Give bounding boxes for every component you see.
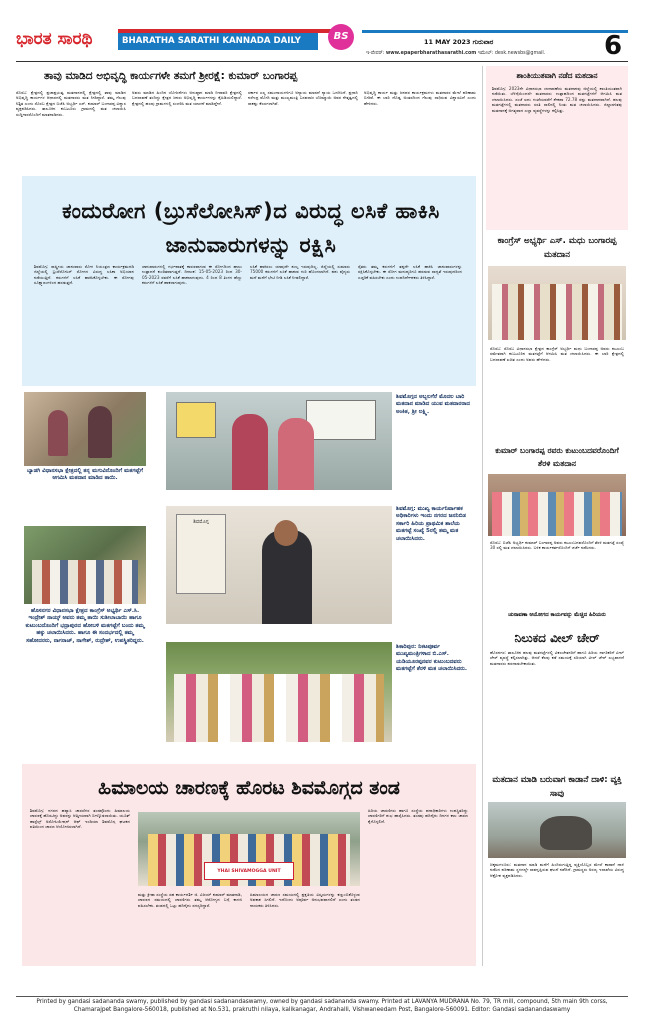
story2-col2: ಜಾನುವಾರುಗಳಲ್ಲಿ ಗರ್ಭಪಾತಕ್ಕೆ ಕಾರಣವಾಗುವ ಈ ರೋಗದಿಂದ ಹಾಲು ಉತ್ಪಾದನೆ ಕುಂಠಿತವಾಗುತ್ತದೆ. ದಿನಾಂಕ: 15-05-2023 ರಿಂದ 30-05-2023 ರವರೆಗೆ ಲಸಿಕೆ ಹಾಕಲಾಗುವುದು. 4 ರಿಂದ 8 ತಿಂಗಳ ಹೆಣ್ಣು ಕರುಗಳಿಗೆ ಲಸಿಕೆ ಹಾಕಲಾಗುವುದು. <box>142 264 242 286</box>
footer-imprint <box>16 998 628 1020</box>
story3-col1: ಶಿವಮೊಗ್ಗ: ನಗರದ ಹವ್ಯಾಸಿ ಚಾರಣಿಗರ ತಂಡವೊಂದು ಹಿಮಾಲಯ ಚಾರಣಕ್ಕೆ ಹೊರಟಿದ್ದು ಅವರನ್ನು ಆತ್ಮೀಯವಾಗಿ ಬೀಳ್ಕೊಡಲಾಯಿತು. ಯೂತ್ ಹಾಸ್ಟೆಲ್ಸ್ ಅಸೋಸಿಯೇಷನ್ ಆಫ್ ಇಂಡಿಯಾ ಶಿವಮೊಗ್ಗ ಘಟಕದ ವತಿಯಿಂದ ಚಾರಣ ಆಯೋಜಿಸಲಾಗಿದೆ. <box>30 808 130 830</box>
s4-kicker: ಚುನಾವಣಾ ಆಯೋಗದ ಕಾರ್ಯವನ್ನು ಮೆಚ್ಚಿದ ಹಿರಿಯರು <box>508 612 606 618</box>
s1-text: ಶಿವಮೊಗ್ಗ: 2023ನೇ ವಿಧಾನಸಭಾ ಚುನಾವಣೆಯ ಮತದಾನವು ಜಿಲ್ಲೆಯಲ್ಲಿ ಶಾಂತಿಯುತವಾಗಿ ನಡೆಯಿತು. ಬೆಳಿಗ್ಗೆಯಿಂದಲೇ ಮತದಾರರು ಉತ್ಸಾಹದಿಂದ ಮತಗಟ್ಟೆಗಳಿಗೆ ಆಗಮಿಸಿ ಮತ ಚಲಾಯಿಸಿದರು. ಸಂಜೆ ಐದು ಗಂಟೆಯವರೆಗೆ ಶೇಕಡಾ 72.78 ರಷ್ಟು ಮತದಾನವಾಗಿದೆ. ಹಲವು ಮತಗಟ್ಟೆಗಳಲ್ಲಿ ಮತದಾರರು ಸರತಿ ಸಾಲಿನಲ್ಲಿ ನಿಂತು ಮತ ಚಲಾಯಿಸಿದರು. ಜಿಲ್ಲಾಡಳಿತವು ಮತದಾನಕ್ಕೆ ಅಗತ್ಯವಾದ ಎಲ್ಲಾ ವ್ಯವಸ್ಥೆಗಳನ್ನು ಕಲ್ಪಿಸಿತ್ತು. <box>492 86 622 113</box>
masthead-date: 11 MAY 2023 ಗುರುವಾರ <box>424 38 494 46</box>
story3-col4: ಹಿರಿಯ ಚಾರಣಿಗರು ಹಾಗೂ ಸಂಸ್ಥೆಯ ಪದಾಧಿಕಾರಿಗಳು ಉಪಸ್ಥಿತರಿದ್ದು ಚಾರಣಿಗರಿಗೆ ಶುಭ ಹಾರೈಸಿದರು. ತಂಡವು ಹದಿನೈದು ದಿನಗಳ ಕಾಲ ಚಾರಣ ಕೈಗೊಳ್ಳಲಿದೆ. <box>368 808 468 824</box>
group-figures <box>32 560 138 604</box>
photo-yediyurappa-family <box>166 642 392 742</box>
bs-logo-text: BS <box>333 31 349 42</box>
s4-title: ನಿಲುಕದ ವೀಲ್ ಚೇರ್ <box>514 631 600 645</box>
team-banner-text: YHAI SHIVAMOGGA UNIT <box>217 869 281 874</box>
sidebar-kumar-family <box>486 444 628 606</box>
photo-madhu-bangarappa <box>488 266 626 340</box>
wall-poster <box>176 402 216 438</box>
sidebar-rule <box>482 66 483 966</box>
voter-figure <box>232 414 268 490</box>
person-figure <box>88 406 112 458</box>
elephant-figure <box>540 816 592 850</box>
group-figures <box>492 492 622 536</box>
group-figures <box>174 674 384 742</box>
masthead-right-bar <box>362 30 628 33</box>
mail-link[interactable]: desk.newsbs@gmail. <box>494 51 546 56</box>
footer-rule <box>16 996 628 997</box>
story1-col4: ಅಭಿವೃದ್ಧಿ ಕಾರ್ಯ ಮತ್ತು ಜನಪರ ಕಾರ್ಯಕ್ರಮಗಳು ಮತದಾರರ ಮೇಲೆ ಪರಿಣಾಮ ಬೀರಿವೆ. ಈ ಬಾರಿ ದೊಡ್ಡ ಅಂತರದಿಂದ ಗೆಲುವು ಸಾಧಿಸುವ ವಿಶ್ವಾಸವಿದೆ ಎಂದು ಹೇಳಿದರು. <box>364 90 476 106</box>
site-label: ಇ-ಪೇಪರ್: <box>366 51 385 56</box>
story3-col3: ಹಿಮಾಲಯದ ಚಾರಣ ಸಮಯದಲ್ಲಿ ಪ್ರಕೃತಿಯ ವಿಸ್ಮಯಗಳನ್ನು ಕಣ್ತುಂಬಿಕೊಳ್ಳುವ ಅವಕಾಶ ಸಿಗಲಿದೆ. ಇದೊಂದು ಅಪೂರ್ವ ಅನುಭವವಾಗಲಿದೆ ಎಂದು ತಂಡದ ನಾಯಕರು ತಿಳಿಸಿದರು. <box>250 892 360 908</box>
poster-label: ಶಿವಮೊಗ್ಗ <box>193 519 209 525</box>
story1-col1: ಸೊರಬ: ಕ್ಷೇತ್ರದಲ್ಲಿ ಪ್ರಜಾಪ್ರಭುತ್ವ ಮತದಾನದಲ್ಲಿ ಕ್ಷೇತ್ರದಲ್ಲಿ ತಾವು ಮಾಡಿದ ಅಭಿವೃದ್ಧಿ ಕಾರ್ಯಗಳ ಆಧಾರದಲ್ಲಿ ಮತದಾರರು ಮತ ನೀಡಿದ್ದಾರೆ. ತಮ್ಮ ಗೆಲುವು ನಿಶ್ಚಿತ ಎಂದು ಸೊರಬ ಕ್ಷೇತ್ರದ ಬಿಜೆಪಿ ಅಭ್ಯರ್ಥಿ ಎಸ್. ಕುಮಾರ್ ಬಂಗಾರಪ್ಪ ವಿಶ್ವಾಸ ವ್ಯಕ್ತಪಡಿಸಿದರು. ತಾಲೂಕಿನ ಕುಬಟೂರು ಗ್ರಾಮದಲ್ಲಿ ಮತ ಚಲಾಯಿಸಿ ಸುದ್ದಿಗಾರರೊಂದಿಗೆ ಮಾತನಾಡಿದರು. <box>16 90 126 117</box>
story2-col3: ಲಸಿಕೆ ಹಾಕಿಸಲು ಯಾವುದೇ ಶುಲ್ಕ ಇರುವುದಿಲ್ಲ. ಜಿಲ್ಲೆಯಲ್ಲಿ ಸುಮಾರು 75000 ಕರುಗಳಿಗೆ ಲಸಿಕೆ ಹಾಕುವ ಗುರಿ ಹೊಂದಲಾಗಿದೆ. ಪಶು ವೈದ್ಯರು ಮನೆ ಮನೆಗೆ ಭೇಟಿ ನೀಡಿ ಲಸಿಕೆ ನೀಡಲಿದ್ದಾರೆ. <box>250 264 350 280</box>
poster-board <box>176 514 226 594</box>
photo2-caption: ಶಿವಮೊಗ್ಗದ ಅಬ್ಬಲಗೆರೆ ಮೊದಲ ಬಾರಿ ಮತದಾನ ಮಾಡಿದ ಯುವ ಮತದಾರರಾದ ಅಂಕಿತ, ಶ್ರೀ ಲಕ್ಷ್ಮಿ. <box>396 394 470 415</box>
s5-text: ಚಿಕ್ಕಮಗಳೂರು: ಮತದಾನ ಮಾಡಿ ಮನೆಗೆ ಹಿಂದಿರುಗುತ್ತಿದ್ದ ವ್ಯಕ್ತಿಯೊಬ್ಬರ ಮೇಲೆ ಕಾಡಾನೆ ದಾಳಿ ನಡೆಸಿದ ಪರಿಣಾಮ ಸ್ಥಳದಲ್ಲೇ ಸಾವನ್ನಪ್ಪಿರುವ ಘಟನೆ ನಡೆದಿದೆ. ಗ್ರಾಮಸ್ಥರು ಅರಣ್ಯ ಇಲಾಖೆಯ ವಿರುದ್ಧ ಆಕ್ರೋಶ ವ್ಯಕ್ತಪಡಿಸಿದರು. <box>490 862 624 878</box>
s3-title: ಕುಮಾರ್ ಬಂಗಾರಪ್ಪ ರವರು ಕುಟುಂಬದವರೊಂದಿಗೆ ತೆರಳಿ ಮತದಾನ <box>495 446 619 468</box>
story-brucellosis-vaccine <box>22 176 476 386</box>
site-link[interactable]: www.epaperbharathasarathi.com <box>385 51 477 56</box>
story1-headline: ತಾವು ಮಾಡಿದ ಅಭಿವೃದ್ಧಿ ಕಾರ್ಯಗಳೇ ತಮಗೆ ಶ್ರೀರಕ್ಷೆ: ಕುಮಾರ್ ಬಂಗಾರಪ್ಪ <box>44 70 298 82</box>
masthead-title: BHARATHA SARATHI KANNADA DAILY <box>118 33 318 50</box>
s2-title: ಕಾಂಗ್ರೆಸ್ ಅಭ್ಯರ್ಥಿ ಎಸ್. ಮಧು ಬಂಗಾರಪ್ಪ ಮತದಾನ <box>497 236 617 260</box>
s5-title: ಮತದಾನ ಮಾಡಿ ಬರುವಾಗ ಕಾಡಾನೆ ದಾಳಿ: ವ್ಯಕ್ತಿ ಸಾವು <box>492 774 622 798</box>
photo-indresh-naik-family <box>24 526 146 604</box>
mail-label: ಇಮೇಲ್: <box>477 51 494 56</box>
photo1-caption: ಬ್ಯಾಡಗಿ ವಿಧಾನಸಭಾ ಕ್ಷೇತ್ರದಲ್ಲಿ ತನ್ನ ಮಗುವಿನೊಂದಿಗೆ ಮತಗಟ್ಟೆಗೆ ಆಗಮಿಸಿ ಮತದಾನ ಮಾಡಿದ ತಾಯಿ. <box>27 468 143 482</box>
bs-logo-icon <box>328 24 354 50</box>
voter-figure <box>278 418 314 490</box>
photo4-caption: ಶಿವಮೊಗ್ಗ: ಮುಖ್ಯ ಕಾರ್ಯನಿರ್ವಾಹಕ ಅಧಿಕಾರಿಗಳು ಇಂದು ನಗರದ ಜನನಿಬಿಡ ಸರ್ಕಾರಿ ಹಿರಿಯ ಪ್ರಾಥಮಿಕ ಶಾಲೆಯ ಮತಗಟ್ಟೆ ಸಂಖ್ಯೆ 5ರಲ್ಲಿ ತಮ್ಮ ಮತ ಚಲಾಯಿಸಿದರು. <box>396 506 466 542</box>
sidebar-madhu-bangarappa <box>486 234 628 440</box>
sidebar-peaceful-voting <box>486 66 628 230</box>
story2-col4: ರೈತರು ತಮ್ಮ ಕರುಗಳಿಗೆ ತಪ್ಪದೇ ಲಸಿಕೆ ಹಾಕಿಸಿ ಜಾನುವಾರುಗಳನ್ನು ರಕ್ಷಿಸಿಕೊಳ್ಳಬೇಕು. ಈ ರೋಗ ಮನುಷ್ಯರಿಗೂ ಹರಡುವ ಸಾಧ್ಯತೆ ಇರುವುದರಿಂದ ಎಚ್ಚರಿಕೆ ವಹಿಸಬೇಕು ಎಂದು ಉಪನಿರ್ದೇಶಕರು ತಿಳಿಸಿದ್ದಾರೆ. <box>358 264 462 280</box>
photo-mother-child-voting <box>24 392 146 466</box>
wall-chart <box>306 400 376 440</box>
story3-headline: ಹಿಮಾಲಯ ಚಾರಣಕ್ಕೆ ಹೊರಟ ಶಿವಮೊಗ್ಗದ ತಂಡ <box>98 777 400 799</box>
photo-first-time-voters <box>166 392 392 490</box>
photo5-caption: ಶಿಕಾರಿಪುರ: ನಿಕಟಪೂರ್ವ ಮುಖ್ಯಮಂತ್ರಿಗಳಾದ ಬಿ.ಎಸ್. ಯಡಿಯೂರಪ್ಪನವರ ಕುಟುಂಬದವರು ಮತಗಟ್ಟೆಗೆ ತೆರಳಿ ಮತ ಚಲಾಯಿಸಿದರು. <box>396 644 468 673</box>
officer-face <box>274 520 298 546</box>
masthead-logo: ಭಾರತ ಸಾರಥಿ <box>16 29 93 49</box>
photo-elephant <box>488 802 626 858</box>
footer-line1: Printed by gandasi sadananda swamy, published by gandasi sadanandaswamy, owned by gandasi sadananda swamy. Printed at LAVANYA MUDRANA No. 79, TR mill, compound, 5th main 9th corss, <box>36 999 608 1005</box>
photo-ceo-voting <box>166 506 392 624</box>
group-figures <box>492 284 622 340</box>
team-banner <box>204 862 294 880</box>
story3-col2: ಮತ್ತು ಕ್ರೀಡಾ ಸಂಸ್ಥೆಯ ಸಹ ಕಾರ್ಯದರ್ಶಿ ಜಿ. ವಿಜಯ್ ಕುಮಾರ್ ಮಾತನಾಡಿ, ಚಾರಣದ ಸಮಯದಲ್ಲಿ ಚಾರಣಿಗರು ತಮ್ಮ ಆರೋಗ್ಯದ ಬಗ್ಗೆ ಕಾಳಜಿ ವಹಿಸಬೇಕು. ತಂಡದಲ್ಲಿ ಒಟ್ಟು ಹದಿನೈದು ಸದಸ್ಯರಿದ್ದಾರೆ. <box>138 892 242 908</box>
sidebar-wheelchair <box>486 612 628 768</box>
page-number: 6 <box>603 32 623 60</box>
s1-title: ಶಾಂತಿಯುತವಾಗಿ ನಡೆದ ಮತದಾನ <box>516 71 598 80</box>
s2-text: ಸೊರಬ: ಸೊರಬ ವಿಧಾನಸಭಾ ಕ್ಷೇತ್ರದ ಕಾಂಗ್ರೆಸ್ ಅಭ್ಯರ್ಥಿ ಮಧು ಬಂಗಾರಪ್ಪ ಅವರು ಕುಟುಂಬ ಸಮೇತರಾಗಿ ಕುಬಟೂರಿನ ಮತಗಟ್ಟೆಗೆ ಆಗಮಿಸಿ ಮತ ಚಲಾಯಿಸಿದರು. ಈ ಬಾರಿ ಕ್ಷೇತ್ರದಲ್ಲಿ ಬದಲಾವಣೆ ಖಚಿತ ಎಂದು ಅವರು ಹೇಳಿದರು. <box>490 346 624 362</box>
photo-trek-team <box>138 812 360 886</box>
story1-col2: ಅವರು ಮಾಡಿದ ಹಿಂದಿನ ಯೋಜನೆಗಳು ಅನುಷ್ಠಾನ ಮಾಡಿ ನೀರಾವರಿ ಕ್ಷೇತ್ರದಲ್ಲಿ ಬದಲಾವಣೆ ತಂದಿದ್ದು ಕ್ಷೇತ್ರದ ಜನರು ಅಭಿವೃದ್ಧಿ ಕಾರ್ಯಗಳನ್ನು ಕೈಹಿಡಿಯಲಿದ್ದಾರೆ. ಕ್ಷೇತ್ರದಲ್ಲಿ ಹಲವು ಗ್ರಾಮಗಳಲ್ಲಿ ಸಂಚರಿಸಿ ಮತ ಯಾಚನೆ ಮಾಡಿದ್ದೇನೆ. <box>132 90 242 106</box>
photo3-caption: ಹೊಸನಗರ ವಿಧಾನಸಭಾ ಕ್ಷೇತ್ರದ ಕಾಂಗ್ರೆಸ್ ಅಭ್ಯರ್ಥಿ ಎಸ್.ಸಿ. ಇಂದ್ರೇಶ್ ನಾಯ್ಕ್ ಅವರು ತಮ್ಮ ತಾಯಿ ಸುಶೀಲಾಬಾಯಿ ಹಾಗೂ ಕುಟುಂಬದೊಂದಿಗೆ ಭದ್ರಾಪುರದ ಹೋಬಳಿ ಮತಗಟ್ಟೆಗೆ ಬಂದು ತಮ್ಮ ಹಕ್ಕು ಚಲಾಯಿಸಿದರು. ಹಾಗೂ ಈ ಸಂದರ್ಭದಲ್ಲಿ ತಮ್ಮ ಸಹೋದರರು, ನಾಗರಾಜ್, ನಾಗೇಶ್, ರುದ್ರೇಶ್, ಉಪಸ್ಥಿತರಿದ್ದರು. <box>25 608 145 644</box>
person-figure <box>48 410 68 456</box>
story-himalaya-trek <box>22 764 476 966</box>
story2-col1: ಶಿವಮೊಗ್ಗ: ರಾಷ್ಟ್ರೀಯ ಜಾನುವಾರು ರೋಗ ನಿಯಂತ್ರಣ ಕಾರ್ಯಕ್ರಮದಡಿ ಜಿಲ್ಲೆಯಲ್ಲಿ ಬ್ರುಸೆಲೋಸಿಸ್ ರೋಗದ ವಿರುದ್ಧ ಲಸಿಕಾ ಅಭಿಯಾನ ನಡೆಯುತ್ತಿದೆ. ಕರುಗಳಿಗೆ ಲಸಿಕೆ ಹಾಕಿಸಿಕೊಳ್ಳಬೇಕು. ಈ ರೋಗವು ಸೂಕ್ಷ್ಮಾಣುಗಳಿಂದ ಹರಡುತ್ತದೆ. <box>34 264 134 286</box>
footer-line2: Chamarajpet Bangalore-560018, published at No.531, prakruthi nilaya, kalikanagar, Andrahalli, Vishwaneedam Post, Bangalore-560091. Editor: Gandasi sadanandaswamy <box>73 1007 571 1013</box>
photo-kumar-family <box>488 474 626 536</box>
masthead-bottom-rule <box>16 61 628 62</box>
masthead <box>0 0 645 62</box>
story1-col3: ಸರ್ಕಾರ ಎಲ್ಲ ಸಮುದಾಯಗಳಿಗೂ ಅನ್ಯಾಯ ಮಾಡದೆ ನ್ಯಾಯ ಒದಗಿಸಿದೆ. ಪ್ರಧಾನಿ ನರೇಂದ್ರ ಮೋದಿ ಮತ್ತು ಮುಖ್ಯಮಂತ್ರಿ ಬಸವರಾಜ ಬೊಮ್ಮಾಯಿ ಅವರ ನೇತೃತ್ವದಲ್ಲಿ ಸಾಕಷ್ಟು ಕೆಲಸಗಳಾಗಿವೆ. <box>248 90 358 106</box>
s3-text: ಸೊರಬ: ಬಿಜೆಪಿ ಅಭ್ಯರ್ಥಿ ಕುಮಾರ್ ಬಂಗಾರಪ್ಪ ಅವರು ಕುಟುಂಬದವರೊಂದಿಗೆ ತೆರಳಿ ಮತಗಟ್ಟೆ ಸಂಖ್ಯೆ 30 ರಲ್ಲಿ ಮತ ಚಲಾಯಿಸಿದರು. ಬಳಿಕ ಕಾರ್ಯಕರ್ತರೊಂದಿಗೆ ಚರ್ಚೆ ನಡೆಸಿದರು. <box>490 540 624 551</box>
sidebar-elephant-attack <box>486 772 628 966</box>
masthead-web-line <box>366 50 598 58</box>
story-kumar-bangarappa <box>16 66 480 176</box>
s4-text: ಹೊಸನಗರ: ತಾಲೂಕಿನ ಹಲವು ಮತಗಟ್ಟೆಗಳಲ್ಲಿ ವಿಕಲಚೇತನರಿಗೆ ಹಾಗೂ ಹಿರಿಯ ನಾಗರಿಕರಿಗೆ ವೀಲ್ ಚೇರ್ ವ್ಯವಸ್ಥೆ ಕಲ್ಪಿಸಲಾಗಿತ್ತು. ಆದರೆ ಕೆಲವು ಕಡೆ ಸಮಯಕ್ಕೆ ಸರಿಯಾಗಿ ವೀಲ್ ಚೇರ್ ಲಭ್ಯವಾಗದೆ ಮತದಾರರು ಪರದಾಡಬೇಕಾಯಿತು. <box>490 650 624 666</box>
story2-headline: ಕಂದುರೋಗ (ಬ್ರುಸೆಲೋಸಿಸ್)ದ ವಿರುದ್ಧ ಲಸಿಕೆ ಹಾಕಿಸಿ ಜಾನುವಾರುಗಳನ್ನು ರಕ್ಷಿಸಿ <box>62 199 440 257</box>
